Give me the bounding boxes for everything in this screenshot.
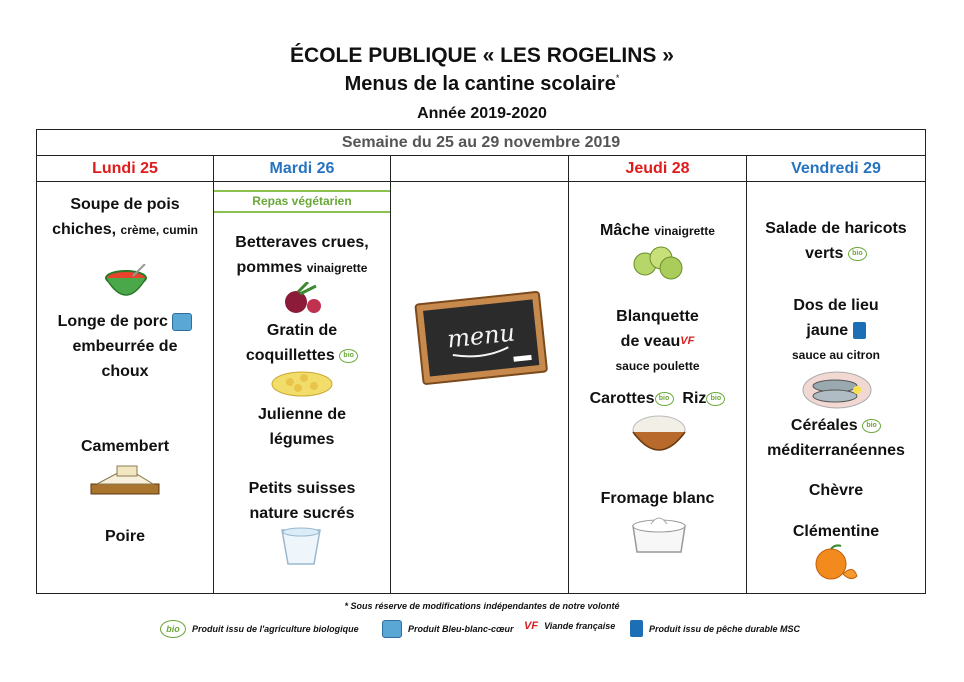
day-header-jeudi: Jeudi 28: [569, 156, 746, 182]
vendredi-cheese: Chèvre: [808, 482, 864, 499]
column-jeudi: [569, 156, 747, 593]
mardi-starter-line1: Betteraves crues,: [235, 234, 369, 251]
vendredi-fish: [747, 293, 925, 368]
bio-icon: bio: [339, 349, 358, 363]
column-lundi: [37, 156, 214, 593]
jeudi-dessert: Fromage blanc: [600, 490, 715, 507]
legend-vf: [524, 620, 615, 632]
jeudi-sides: [569, 386, 746, 411]
column-mercredi: [391, 156, 569, 593]
bio-icon: bio: [706, 392, 725, 406]
mardi-dessert-line2: nature sucrés: [249, 505, 355, 522]
fish-plate-icon: [801, 366, 873, 410]
subtitle-asterisk: *: [615, 73, 620, 83]
lundi-pork-line2: embeurrée de: [72, 338, 178, 355]
jeudi-main-line2: [569, 329, 746, 354]
legend-bio: [160, 620, 359, 638]
day-header-vendredi: Vendredi 29: [747, 156, 925, 182]
bio-icon: bio: [160, 620, 186, 638]
bleu-blanc-coeur-icon: [382, 620, 402, 638]
vegetarian-badge: Repas végétarien: [214, 190, 390, 213]
page-subtitle: [0, 73, 964, 96]
vendredi-fruit: Clémentine: [792, 523, 880, 540]
vendredi-cereals-text: Céréales: [790, 417, 858, 434]
pasta-icon: [270, 368, 334, 398]
legend-bbc-text: Produit Bleu-blanc-cœur: [408, 624, 514, 634]
mardi-starter: [214, 230, 390, 281]
legend-bbc: [382, 620, 514, 638]
bio-icon: bio: [655, 392, 674, 406]
legend-vf-text: Viande française: [544, 621, 616, 631]
mardi-starter-text: pommes: [236, 259, 303, 276]
lundi-dessert: Poire: [104, 528, 145, 545]
column-vendredi: [747, 156, 925, 593]
jeudi-main-text: de veau: [620, 333, 681, 350]
mardi-starter-line2: [214, 255, 390, 281]
mardi-julienne-line2: légumes: [269, 431, 335, 448]
week-range: Semaine du 25 au 29 novembre 2019: [37, 130, 925, 156]
vendredi-fish-text: jaune: [806, 322, 849, 339]
legend-msc-text: Produit issu de pêche durable MSC: [649, 623, 801, 634]
beetroot-icon: [276, 282, 326, 316]
jeudi-main-line1: Blanquette: [616, 308, 699, 325]
chalkboard-menu-icon: [411, 286, 551, 386]
day-header-mardi: Mardi 26: [214, 156, 390, 182]
mardi-gratin-line2: [214, 343, 390, 368]
lundi-soup: [37, 192, 213, 243]
soup-bowl-icon: [103, 264, 149, 304]
lettuce-icon: [629, 244, 687, 282]
bleu-blanc-coeur-icon: [172, 313, 192, 331]
jeudi-main: [569, 304, 746, 379]
vendredi-fish-line2: [747, 318, 925, 343]
lundi-pork: [37, 309, 213, 384]
mardi-gratin-text: coquillettes: [245, 347, 335, 364]
clementine-icon: [813, 544, 859, 584]
jeudi-side-carrots: Carottes: [589, 390, 655, 407]
mardi-dessert: [214, 476, 390, 526]
mardi-starter-detail: vinaigrette: [306, 261, 368, 275]
jeudi-starter-text: Mâche: [600, 222, 650, 239]
menu-table: [36, 129, 926, 594]
msc-icon: [853, 322, 866, 339]
yogurt-icon: [278, 526, 324, 568]
footnote: * Sous réserve de modifications indépendantes de notre volonté: [344, 601, 620, 611]
rice-bowl-icon: [631, 412, 687, 460]
jeudi-starter-detail: vinaigrette: [654, 224, 715, 238]
school-name: ÉCOLE PUBLIQUE « LES ROGELINS »: [290, 44, 674, 67]
chalkboard-text: menu: [445, 318, 517, 354]
lundi-soup-line2: [37, 217, 213, 243]
fromage-blanc-icon: [627, 512, 691, 556]
mardi-julienne-line1: Julienne de: [257, 406, 347, 423]
vendredi-fish-line1: Dos de lieu: [793, 297, 879, 314]
legend-msc: [630, 620, 800, 637]
mardi-dessert-line1: Petits suisses: [248, 480, 356, 497]
vendredi-starter-line1: Salade de haricots: [765, 220, 907, 237]
viande-francaise-icon: VF: [680, 335, 695, 348]
jeudi-starter: [569, 218, 746, 244]
msc-icon: [630, 620, 643, 637]
viande-francaise-icon: VF: [524, 620, 539, 632]
lundi-pork-text: Longe de porc: [57, 313, 168, 330]
subtitle-text: Menus de la cantine scolaire: [344, 73, 616, 95]
mardi-julienne: [214, 402, 390, 452]
vendredi-cereals-line2: méditerranéennes: [767, 442, 905, 459]
school-year: Année 2019-2020: [417, 105, 547, 122]
mardi-gratin-line1: Gratin de: [266, 322, 338, 339]
lundi-cheese: Camembert: [80, 438, 170, 455]
vendredi-cereals-line1: [747, 413, 925, 438]
day-header-mercredi: [391, 156, 568, 182]
vendredi-starter-text: verts: [805, 245, 844, 262]
vendredi-cereals: [747, 413, 925, 463]
day-header-lundi: Lundi 25: [37, 156, 213, 182]
mardi-gratin: [214, 318, 390, 368]
lundi-soup-line1: Soupe de pois: [70, 196, 180, 213]
camembert-icon: [87, 462, 163, 500]
jeudi-side-rice: Riz: [682, 390, 707, 407]
bio-icon: bio: [848, 247, 867, 261]
vendredi-starter: [747, 216, 925, 266]
legend-bio-text: Produit issu de l'agriculture biologique: [192, 624, 359, 634]
lundi-pork-line1: [37, 309, 213, 334]
vendredi-fish-sauce: sauce au citron: [791, 348, 881, 362]
lundi-soup-text: chiches,: [52, 221, 117, 238]
column-mardi: [214, 156, 391, 593]
lundi-soup-detail: crème, cumin: [120, 223, 198, 237]
bio-icon: bio: [862, 419, 881, 433]
jeudi-main-sauce: sauce poulette: [615, 359, 700, 374]
vendredi-starter-line2: [747, 241, 925, 266]
lundi-pork-line3: choux: [101, 363, 149, 380]
